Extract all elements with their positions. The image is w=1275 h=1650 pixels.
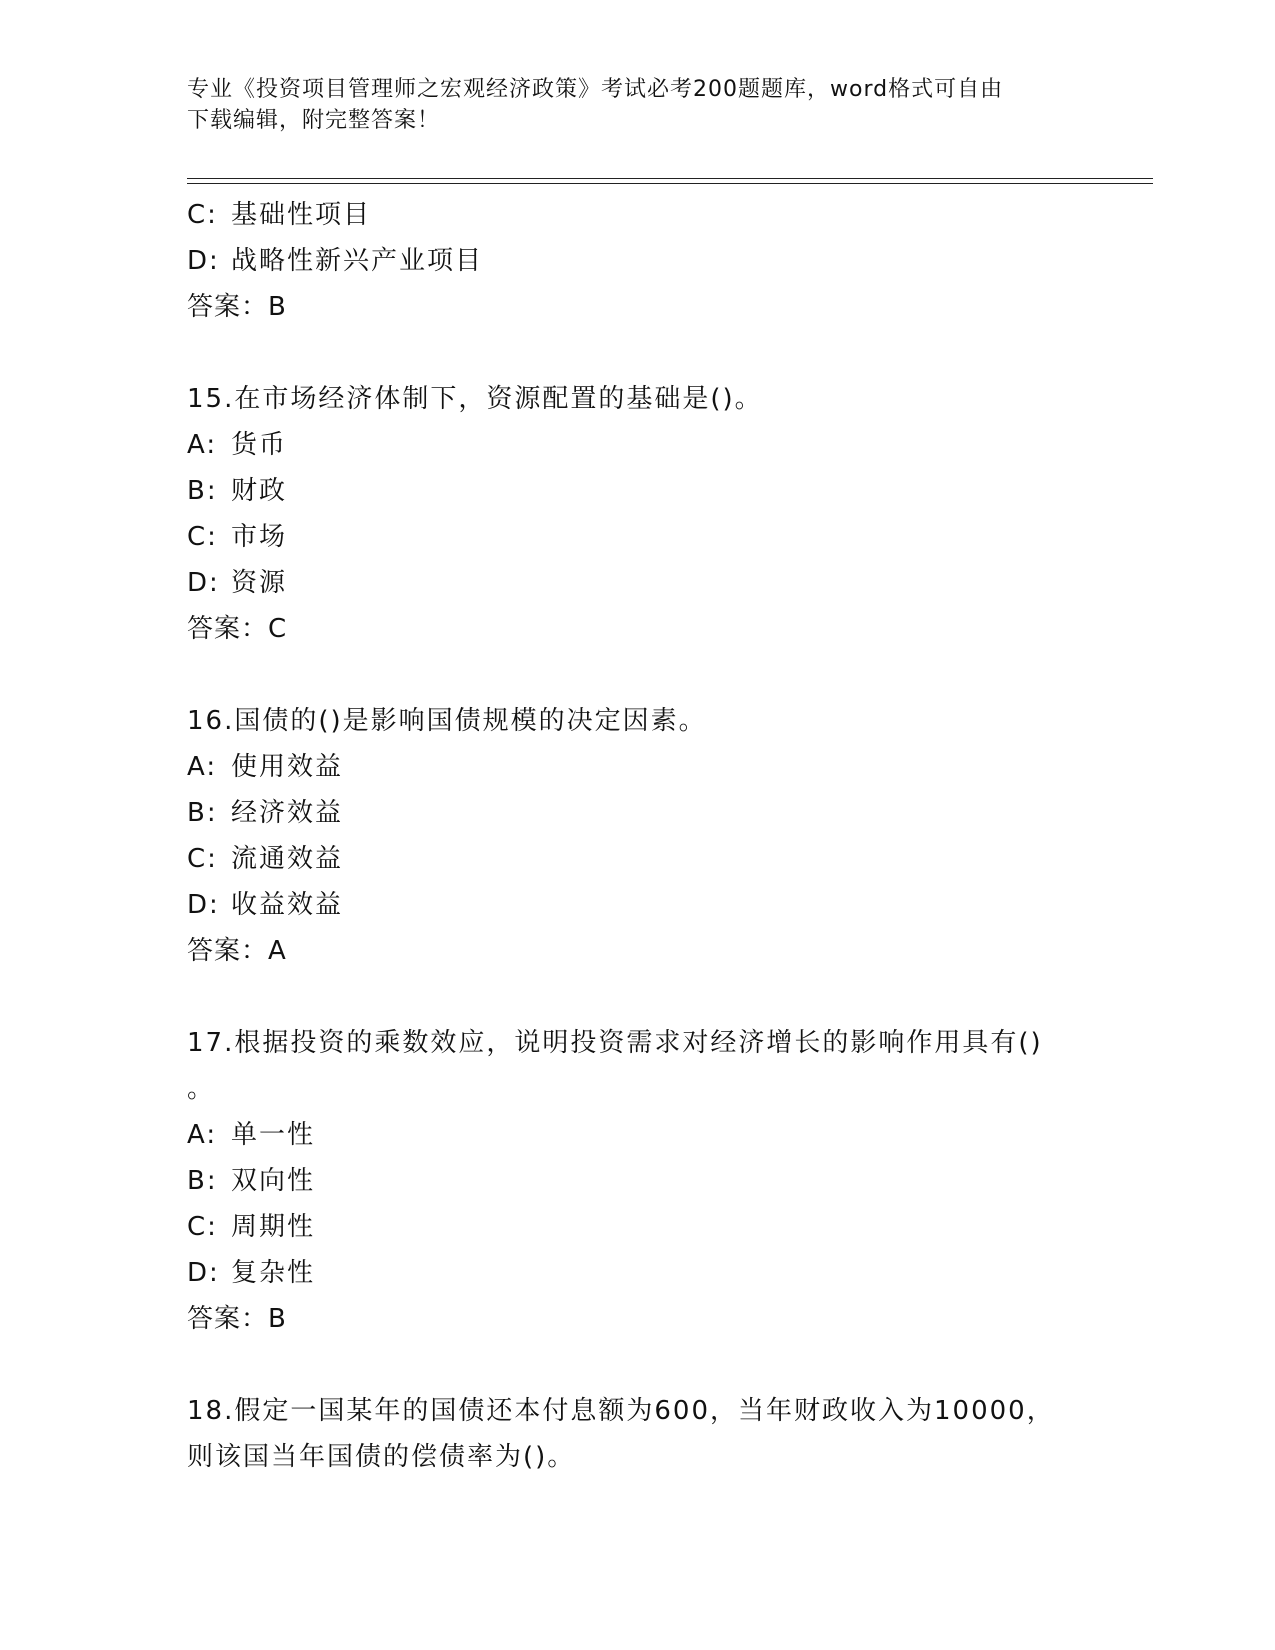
- option-a: A: 货币: [187, 430, 288, 460]
- question-17: [187, 1020, 1087, 1342]
- option-a: A: 单一性: [187, 1120, 316, 1150]
- question-stem-continued: 则该国当年国债的偿债率为()。: [187, 1442, 576, 1472]
- option-c: C: 市场: [187, 522, 288, 552]
- answer: 答案：B: [187, 1304, 287, 1334]
- option-b: B: 经济效益: [187, 798, 344, 828]
- question-stem: 15.在市场经济体制下，资源配置的基础是()。: [187, 384, 763, 414]
- question-16: [187, 698, 1087, 974]
- option-c: C: 流通效益: [187, 844, 344, 874]
- question-14-tail: [187, 192, 1087, 330]
- question-stem: 18.假定一国某年的国债还本付息额为600，当年财政收入为10000，: [187, 1396, 1055, 1426]
- header-rule-top: [187, 178, 1153, 179]
- option-d: D: 战略性新兴产业项目: [187, 246, 484, 276]
- option-a: A: 使用效益: [187, 752, 344, 782]
- option-d: D: 复杂性: [187, 1258, 316, 1288]
- question-15: [187, 376, 1087, 652]
- option-b: B: 财政: [187, 476, 288, 506]
- question-stem: 16.国债的()是影响国债规模的决定因素。: [187, 706, 707, 736]
- document-header: [187, 74, 1067, 136]
- header-title-line-2: 下载编辑，附完整答案！: [187, 108, 441, 133]
- option-d: D: 收益效益: [187, 890, 344, 920]
- question-list: [187, 192, 1087, 1480]
- answer: 答案：C: [187, 614, 288, 644]
- answer: 答案：B: [187, 292, 287, 322]
- option-b: B: 双向性: [187, 1166, 316, 1196]
- question-stem: 17.根据投资的乘数效应，说明投资需求对经济增长的影响作用具有(): [187, 1028, 1043, 1058]
- answer: 答案：A: [187, 936, 287, 966]
- option-d: D: 资源: [187, 568, 288, 598]
- option-c: C: 周期性: [187, 1212, 316, 1242]
- option-c: C: 基础性项目: [187, 200, 372, 230]
- header-rule-bottom: [187, 183, 1153, 184]
- header-title-line-1: 专业《投资项目管理师之宏观经济政策》考试必考200题题库，word格式可自由: [187, 77, 1004, 102]
- question-18: [187, 1388, 1087, 1480]
- question-stem-continued: 。: [187, 1074, 216, 1104]
